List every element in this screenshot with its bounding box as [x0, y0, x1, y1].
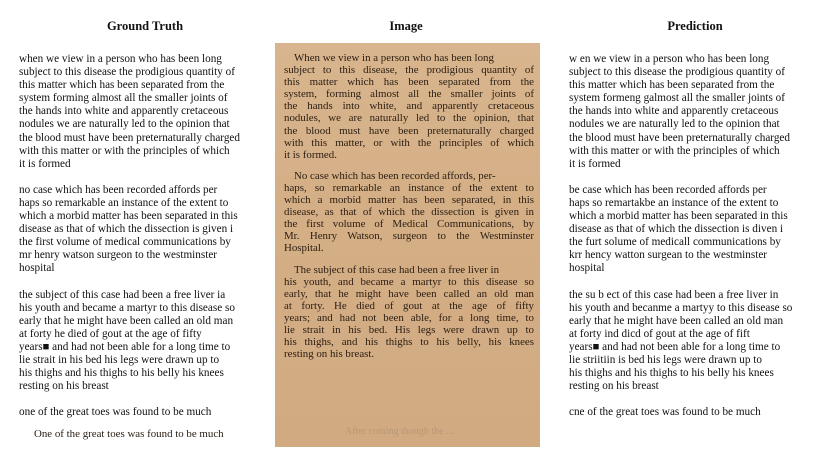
text-line: resting on his breast. — [284, 348, 375, 361]
text-line: hospital — [569, 262, 605, 275]
ground-truth-column — [19, 53, 240, 432]
text-line: the blood must have been preternaturally charged — [19, 131, 240, 144]
text-line: his thighs and his thighs to his belly his knees — [569, 367, 774, 380]
text-line: early, that he might have been called an old man — [284, 287, 534, 300]
text-line: disease as that of which the dissection is given i — [19, 223, 234, 236]
text-line: this matter which has been separated from the — [19, 79, 225, 92]
text-line: years■ and had not been able for a long time to — [569, 340, 781, 353]
text-line: the first volume of Medical Communications, by — [284, 218, 534, 231]
text-line: the su b ect of this case had been a free liver in — [569, 288, 779, 301]
scanned-page-image — [275, 43, 540, 447]
text-line: the blood must have been preternaturally charged — [569, 131, 790, 144]
text-line: krr hency watton surgean to the westminster — [569, 249, 768, 262]
prediction-column — [569, 53, 792, 432]
gt-paragraph-3 — [19, 289, 240, 394]
text-line: lie strait in his bed. His legs were drawn up to — [284, 323, 534, 336]
image-header: Image — [389, 19, 423, 33]
text-line: subject to this disease the prodigious quantity of — [569, 66, 785, 79]
text-line: haps so remarkable an instance of the extent to — [19, 196, 229, 209]
text-line: with this matter or with the principles of which — [19, 144, 230, 157]
text-line: years; and had not been able, for a long time, to — [284, 311, 534, 324]
text-line: this matter which has been separated from the — [284, 76, 534, 89]
text-line: lie strait in his bed his legs were drawn up to — [19, 353, 220, 366]
text-line: the first volume of medical communications by — [19, 236, 231, 249]
text-line: the subject of this case had been a free liver ia — [19, 288, 226, 301]
scan-paragraph-4: One of the great toes was found to be much — [34, 428, 224, 440]
text-line: the hands into white, and apparently cretaceous — [284, 100, 534, 113]
text-line: the hands into white and apparently cretaceous — [19, 105, 229, 118]
scan-paragraph-2 — [284, 170, 534, 255]
text-line: which a morbid matter has been separated, in this — [284, 194, 534, 207]
text-line: with this matter, or with the principles of which — [284, 136, 534, 149]
text-line: which a morbid matter has been separated in this — [19, 210, 238, 223]
text-line: the blood must have been preternaturally charged — [284, 124, 534, 137]
pred-paragraph-3 — [569, 289, 792, 394]
text-line: nodules we are naturally led to the opinion that — [569, 118, 780, 131]
text-line: no case which has been recorded affords per — [19, 183, 218, 196]
text-line: w en we view in a person who has been long — [569, 53, 770, 65]
text-line: lie striitiin is bed his legs were drawn up to — [569, 353, 762, 366]
text-line: with this matter or with the principles of which — [569, 144, 780, 157]
text-line: When we view in a person who has been long — [294, 52, 494, 64]
text-line: nodules, we are naturally led to the opinion, that — [284, 112, 534, 125]
prediction-header: Prediction — [667, 19, 723, 33]
text-line: one of the great toes was found to be much — [19, 406, 212, 419]
text-line: resting on his breast — [569, 380, 659, 393]
text-line: his thighs and his thighs to his belly his knees — [19, 367, 224, 380]
pred-paragraph-1 — [569, 53, 792, 171]
text-line: system forming almost all the smaller joints of — [19, 92, 228, 105]
text-line: the furt solume of medicall communications by — [569, 236, 781, 249]
text-line: be case which has been recorded affords per — [569, 183, 767, 196]
text-line: hospital — [19, 262, 55, 275]
text-line: it is formed — [19, 157, 71, 170]
text-line: No case which has been recorded affords, per- — [294, 169, 496, 182]
text-line: the hands into white and apparently cretaceous — [569, 105, 779, 118]
text-line: his thighs, and his thighs to his belly, his knees — [284, 336, 534, 349]
text-line: haps, so remarkable an instance of the extent to — [284, 181, 534, 194]
pred-paragraph-4 — [569, 406, 792, 419]
text-line: when we view in a person who has been long — [19, 53, 222, 65]
text-line: his youth and becanme a martyy to this disease so — [569, 301, 793, 314]
text-line: disease as that of which the dissection is diven i — [569, 223, 784, 236]
text-line: The subject of this case had been a free liver in — [294, 263, 500, 276]
text-line: this matter which has been separated from the — [569, 79, 775, 92]
text-line: his youth and became a martyr to this disease so — [19, 301, 235, 314]
text-line: cne of the great toes was found to be much — [569, 406, 761, 419]
text-line: years■ and had not been able for a long time to — [19, 340, 231, 353]
text-line: haps so remartakbe an instance of the extent to — [569, 196, 779, 209]
text-line: which a morbid matter has been separated in this — [569, 210, 788, 223]
scanned-text — [284, 52, 534, 369]
text-line: nodules we are naturally led to the opinion that — [19, 118, 230, 131]
text-line: system, forming almost all the smaller joints of — [284, 88, 534, 101]
bleed-through-text: After coming though the ... — [345, 426, 454, 437]
pred-paragraph-2 — [569, 184, 792, 276]
gt-paragraph-4 — [19, 406, 240, 419]
text-line: at forty ind dicd of gout at the age of fift — [569, 327, 750, 340]
text-line: Mr. Henry Watson, surgeon to the Westminster — [284, 230, 534, 243]
text-line: resting on his breast — [19, 380, 109, 393]
text-line: at forty he died of gout at the age of fifty — [19, 327, 202, 340]
gt-paragraph-1 — [19, 53, 240, 171]
text-line: it is formed — [569, 157, 621, 170]
scan-paragraph-3 — [284, 264, 534, 361]
text-line: it is formed. — [284, 148, 337, 161]
ground-truth-header: Ground Truth — [106, 19, 184, 33]
text-line: at forty. He died of gout at the age of fifty — [284, 299, 534, 312]
text-line: disease, as that of which the dissection is given in — [284, 206, 534, 219]
text-line: subject to this disease the prodigious quantity of — [19, 66, 235, 79]
text-line: system formeng galmost all the smaller joints of — [569, 92, 785, 105]
scan-paragraph-1 — [284, 52, 534, 161]
text-line: early that he might have been called an old man — [19, 314, 234, 327]
gt-paragraph-2 — [19, 184, 240, 276]
text-line: Hospital. — [284, 242, 324, 255]
text-line: mr henry watson surgeon to the westminster — [19, 249, 218, 262]
text-line: subject to this disease, the prodigious quantity of — [284, 64, 534, 77]
text-line: early that he might have been called an old man — [569, 314, 784, 327]
text-line: his youth, and became a martyr to this disease so — [284, 275, 534, 288]
